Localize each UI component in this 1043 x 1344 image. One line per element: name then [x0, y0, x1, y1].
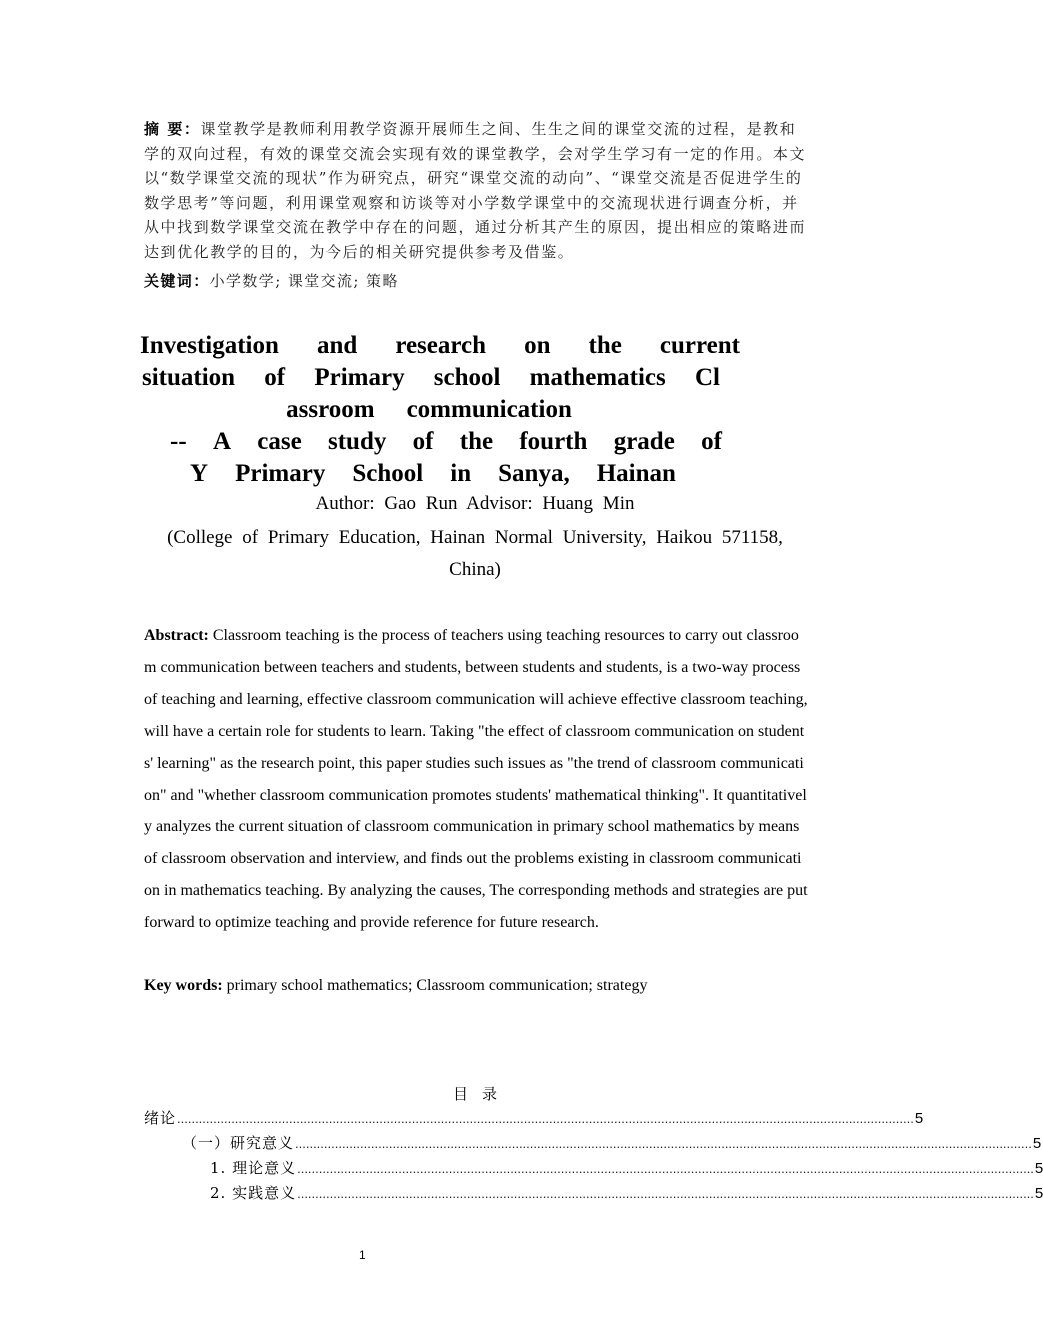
english-abstract-label: Abstract:: [144, 627, 209, 644]
title-word: school: [433, 364, 501, 391]
toc-leader-dots: ............................................................................................................................................................................................................: [297, 1186, 1034, 1201]
title-word: fourth: [519, 428, 588, 455]
title-line-5: [140, 458, 676, 490]
title-word: on: [524, 332, 551, 359]
title-word: Hainan: [596, 460, 676, 487]
table-of-contents: [144, 1106, 1043, 1206]
title-word: study: [327, 428, 387, 455]
title-word: Investigation: [140, 332, 279, 359]
title-word: School: [352, 460, 424, 487]
toc-entry-label: 绪论: [144, 1109, 177, 1127]
english-title: [140, 330, 740, 490]
chinese-keywords: [144, 270, 808, 292]
title-word: case: [257, 428, 302, 455]
toc-entry-page: 5: [1034, 1185, 1043, 1202]
title-word: current: [659, 332, 740, 359]
toc-leader-dots: ............................................................................................................................................................................................................: [295, 1136, 1032, 1151]
title-word: Cl: [694, 364, 720, 391]
english-keywords: [144, 972, 808, 1000]
title-word: situation: [142, 364, 236, 391]
title-word: and: [316, 332, 358, 359]
toc-entry-label: 1. 理论意义: [210, 1159, 297, 1177]
english-keywords-label: Key words:: [144, 977, 223, 994]
title-word: in: [450, 460, 472, 487]
toc-entry-label: （一）研究意义: [182, 1134, 295, 1152]
toc-leader-dots: ............................................................................................................................................................................................................: [297, 1161, 1034, 1176]
toc-entry[interactable]: [144, 1156, 1043, 1181]
author-advisor-line: Author: Gao Run Advisor: Huang Min: [315, 493, 635, 514]
title-word: communication: [406, 396, 572, 423]
title-word: Primary: [235, 460, 326, 487]
chinese-abstract-text: 课堂教学是教师利用教学资源开展师生之间、生生之间的课堂交流的过程，是教和学的双向过程，有效的课堂交流会实现有效的课堂教学，会对学生学习有一定的作用。本文以“数学课堂交流的现状”作为研究点，研究“课堂交流的动向”、“课堂交流是否促进学生的数学思考”等问题，利用课堂观察和访谈等对小学数学课堂中的交流现状进行调查分析，并从中找到数学课堂交流在教学中存在的问题，通过分析其产生的原因，提出相应的策略进而达到优化教学的目的，为今后的相关研究提供参考及借鉴。: [144, 120, 807, 261]
toc-entry-page: 5: [914, 1110, 924, 1127]
title-line-2: [140, 362, 720, 394]
title-word: the: [459, 428, 494, 455]
toc-leader-dots: ............................................................................................................................................................................................................: [177, 1111, 914, 1126]
chinese-abstract-label: 摘 要：: [144, 120, 201, 138]
title-word: Sanya,: [498, 460, 570, 487]
title-word: assroom: [286, 396, 375, 423]
affiliation: (College of Primary Education, Hainan Normal University, Haikou 571158, China): [167, 527, 783, 580]
toc-entry[interactable]: [144, 1106, 924, 1131]
english-abstract-text: Classroom teaching is the process of teachers using teaching resources to carry out classroom communication between teachers and students, between students and students, is a two-way process of teaching and learning, effective classroom communication will achieve effective classroom teaching, will have a certain role for students to learn. Taking "the effect of classroom communication on students' learning" as the research point, this paper studies such issues as "the trend of classroom communication" and "whether classroom communication promotes students' mathematical thinking". It quantitatively analyzes the current situation of classroom communication in primary school mathematics by means of classroom observation and interview, and finds out the problems existing in classroom communication in mathematics teaching. By analyzing the causes, The corresponding methods and strategies are put forward to optimize teaching and provide reference for future research.: [144, 627, 808, 932]
title-word: research: [395, 332, 487, 359]
title-word: grade: [613, 428, 675, 455]
toc-entry-page: 5: [1032, 1135, 1042, 1152]
chinese-abstract: [144, 117, 808, 265]
title-word: of: [412, 428, 434, 455]
title-line-4: [140, 426, 722, 458]
toc-title: 目录: [452, 1085, 511, 1103]
toc-entry-page: 5: [1034, 1160, 1043, 1177]
toc-entry[interactable]: [144, 1181, 1043, 1206]
english-keywords-text: primary school mathematics; Classroom communication; strategy: [222, 977, 648, 994]
toc-entry-label: 2. 实践意义: [210, 1184, 297, 1202]
title-word: of: [701, 428, 722, 455]
title-word: Y: [190, 460, 209, 487]
title-word: of: [264, 364, 286, 391]
title-word: mathematics: [529, 364, 666, 391]
page-number: 1: [359, 1248, 366, 1262]
title-word: A: [212, 428, 231, 455]
english-abstract: [144, 620, 808, 939]
title-word: Primary: [314, 364, 405, 391]
title-word: --: [170, 428, 187, 455]
chinese-keywords-label: 关键词：: [144, 272, 210, 290]
title-word: the: [588, 332, 622, 359]
toc-entry[interactable]: [144, 1131, 1042, 1156]
chinese-keywords-text: 小学数学; 课堂交流; 策略: [209, 272, 399, 290]
title-line-1: [140, 330, 740, 362]
title-line-3: [140, 394, 718, 426]
